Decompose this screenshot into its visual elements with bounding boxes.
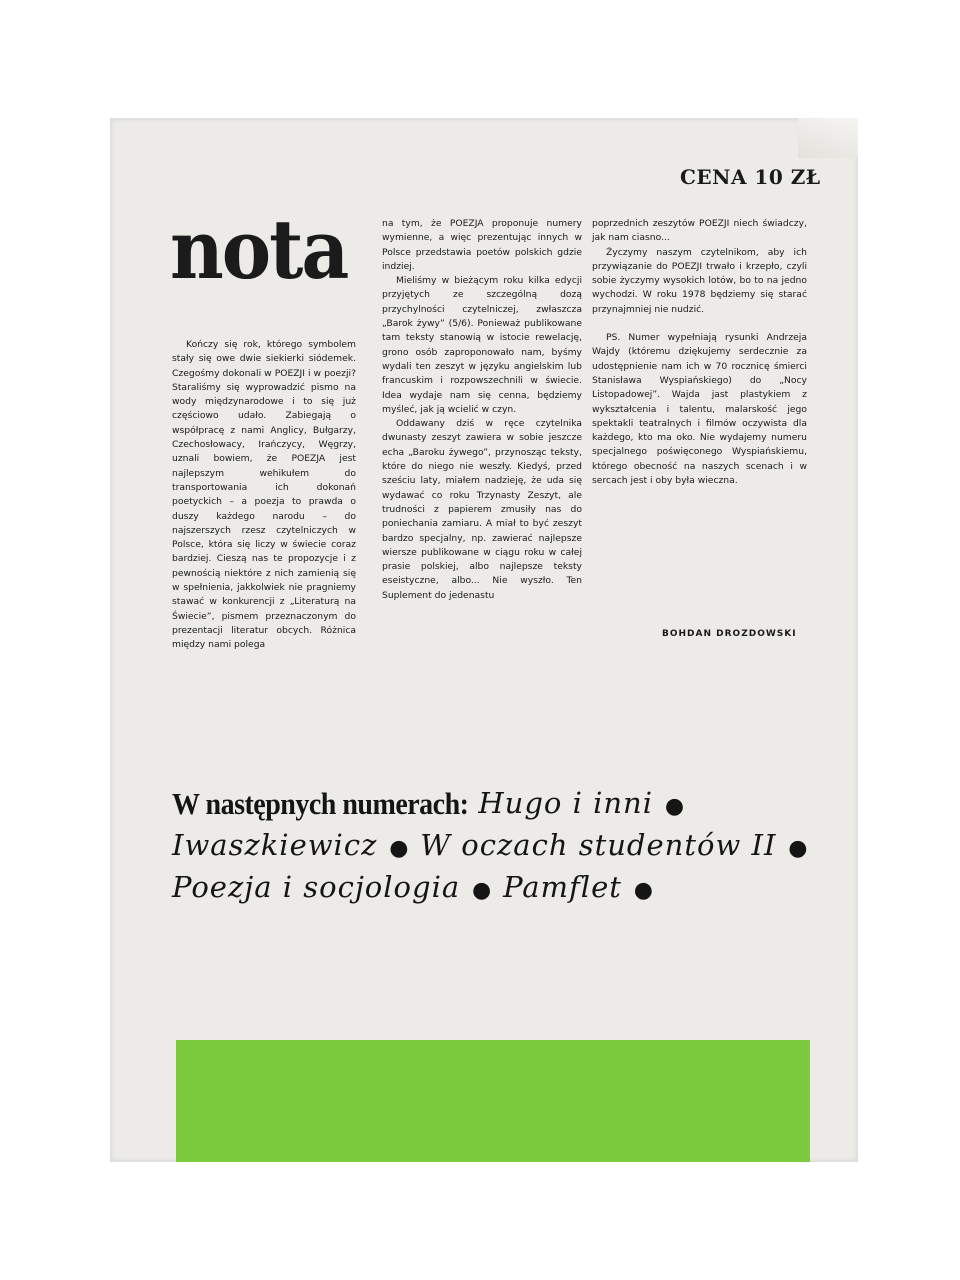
article-heading: nota xyxy=(170,203,348,298)
next-issue-item: W oczach studentów II xyxy=(420,828,777,862)
article-paragraph: Mieliśmy w bieżącym roku kilka edycji przyjętych ze szczególną dozą przychylności czytelniczej, zwłaszcza „Barok żywy” (5/6). Ponieważ publikowane tam teksty stanowią w istocie rewelację, grono osób zaproponowało nam, byśmy wydali ten zeszyt w języku angielskim lub francuskim i rozpowszechnili w świecie. Idea wydaje nam się cenna, będziemy myśleć, jak ją wcielić w czyn. xyxy=(382,275,582,415)
article-paragraph: Kończy się rok, którego symbolem stały się owe dwie siekierki siódemek. Czegośmy dokonali w POEZJI i w poezji? Staraliśmy się wyprowadzić pismo na wody międzynarodowe i to się już częściowo udało. Zabiegają o współpracę z nami Anglicy, Bułgarzy, Czechosłowacy, Irańczycy, Węgrzy, uznali bowiem, że POEZJA jest najlepszym wehikułem do transportowania ich dokonań poetyckich – a poezja to prawda o duszy każdego narodu – do najszerszych rzesz czytelniczych w Polsce, która się liczy w świecie coraz bardziej. Cieszą nas te propozycje i z pewnością niektóre z nich zamienią się w spełnienia, jakkolwiek nie pragniemy stawać w konkurencji z „Literaturą na Świecie”, pismem przeznaczonym do prezentacji literatur obcych. Różnica między nami polega xyxy=(172,339,356,651)
next-issues-announcement xyxy=(172,784,817,910)
bullet-icon: ● xyxy=(389,836,409,861)
bullet-icon: ● xyxy=(788,836,808,861)
next-issue-item: Poezja i socjologia xyxy=(172,870,461,904)
bullet-icon: ● xyxy=(472,878,492,903)
price-label: CENA 10 ZŁ xyxy=(680,165,821,189)
article-paragraph: Życzymy naszym czytelnikom, aby ich przywiązanie do POEZJI trwało i krzepło, czyli sobie życzymy wysokich lotów, bo to na jedno wychodzi. W roku 1978 będziemy się starać przynajmniej nie nudzić. xyxy=(592,246,807,315)
article-paragraph: PS. Numer wypełniają rysunki Andrzeja Wajdy (któremu dziękujemy serdecznie za udostępnienie nam ich w 70 rocznicę śmierci Stanisława Wyspiańskiego) do „Nocy Listopadowej”. Wajda jast plastykiem z wykształcenia i talentu, malarskość jego spektakli teatralnych i filmów oczywista dla każdego, kto ma oko. Nie wydajemy numeru specjalnego poświęconego Wyspiańskiemu, którego obecność na naszych scenach i w sercach jest i oby była wieczna. xyxy=(592,332,807,487)
page-corner-wear xyxy=(798,118,858,158)
article-author: BOHDAN DROZDOWSKI xyxy=(662,629,797,639)
article-column-1 xyxy=(172,338,356,653)
bullet-icon: ● xyxy=(664,794,685,819)
next-issue-item: Hugo i inni xyxy=(478,786,653,820)
article-column-2 xyxy=(382,217,582,603)
article-paragraph: poprzednich zeszytów POEZJI niech świadczy, jak nam ciasno... xyxy=(592,218,807,244)
bullet-icon: ● xyxy=(633,878,653,903)
next-issues-lead: W następnych numerach: xyxy=(172,787,469,822)
next-issue-item: Iwaszkiewicz xyxy=(172,828,378,862)
green-color-band xyxy=(176,1040,810,1162)
article-paragraph: Oddawany dziś w ręce czytelnika dwunasty zeszyt zawiera w sobie jeszcze echa „Baroku żywego”, przynosząc teksty, które do niego nie weszły. Kiedyś, przed sześciu laty, miałem nadzieję, że uda się wydawać co roku Trzynasty Zeszyt, ale trudności z papierem zmusiły nas do poniechania zamiaru. A miał to być zeszyt bardzo specjalny, np. zawierać najlepsze wiersze publikowane w ciągu roku w całej prasie polskiej, albo najlepsze teksty eseistyczne, albo... Nie wyszło. Ten Suplement do jedenastu xyxy=(382,418,582,601)
article-column-3 xyxy=(592,217,807,488)
article-paragraph: na tym, że POEZJA proponuje numery wymienne, a więc prezentując innych w Polsce przedstawia poetów polskich gdzie indziej. xyxy=(382,218,582,272)
next-issue-item: Pamflet xyxy=(503,870,622,904)
